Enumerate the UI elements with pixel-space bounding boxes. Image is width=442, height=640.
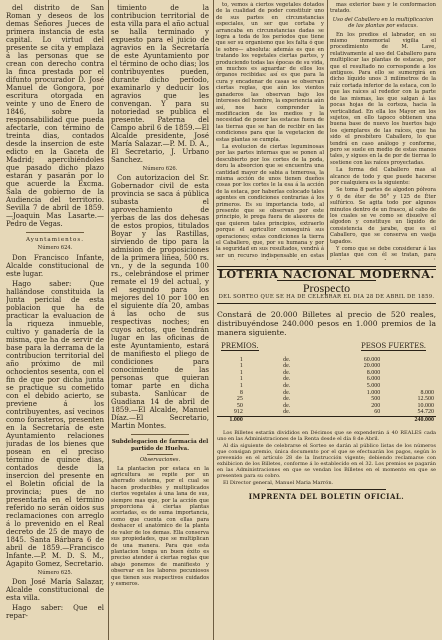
article-text: La evolucion de ciertas leguminosas por las partes internas que se ponen al descubierto por los cortes de la poda, doru la absorcion que se encuentra una cantidad mayor de sabia a temerosa, la misma acción de unos tienen dueños cosas por los cortes le la esa á la acción de la estaca, por haberlas colocado tales agentes en condiciones contrarias á los primeros. Es su importancia todo, al presente que se observan por este principio, le prega fuera de alasores de que quieren tales principios, extraerlo porque el agricultor conseguirá sus operaciones; estas condiciones la tierra el Caballero, que, por su humana y por la seguridad en sus resultados, vendrá á ser un recurso indispensable en estas (216, 143, 324, 259)
column-2 (111, 2, 209, 638)
article-text: La forma del Caballero mas al alcance de todo y que puede hacerse por cualquiera es la siguiente: (330, 167, 436, 186)
prize-count: 912 (233, 409, 243, 416)
article-text: La plantacion por estaca en la agricultura se repite por un aherrado sistema, por el cual se hacen producibles y multiplicados ciertos vegetales á una lana de sus, siempre mas que, por la acción que proporciona á ciertas plantas acertadas, es de suma importancia, como que cuenta con ellas para deshacer el anatómico de la planta de valer de los demas. Ella conserva sus propiedades, que se multiplican de una manera. Para que esta plantacion tenga un buen éxito es preciso atender á ciertas reglas que abajo ponemos de manifiesto y observar en los labores pecuniosos que tienen sus respectivos cuidados y esmeros. (111, 465, 209, 587)
prize-table (217, 357, 436, 424)
lottery-notes (217, 430, 436, 487)
total-count: 1.000 (217, 416, 245, 423)
column-4 (330, 2, 436, 260)
prize-count: 1 (239, 383, 243, 389)
article-text: Se toma 8 partes de algodon pólvora y 6 de éter de 56° y 125 de Éter sulfúrico. Se agita todo por algunos minutos dentro de un frasco, al cabo de los cuales se ve como se disuelve el algodon y constituye un líquido de consistencia de jarabe, que es el Caballero, que se conserva en vasija tapados. (330, 187, 436, 245)
prize-count: 1 (239, 376, 243, 383)
prize-of: de. (283, 356, 291, 363)
prize-of: de. (283, 409, 291, 416)
article-text: Y como que se debe considerar á las plantas que con él se tratan, para (330, 246, 436, 259)
prize-subtotal: 8.000 (420, 389, 434, 396)
section-heading: Ayuntamientos. (25, 237, 85, 243)
divider (217, 303, 436, 304)
column-rule (213, 0, 214, 640)
prize-row (217, 357, 436, 364)
prize-table-header (217, 343, 436, 350)
prize-of: de. (283, 376, 291, 383)
prize-subtotal (382, 370, 436, 377)
spacer (245, 416, 329, 423)
prize-subtotal (382, 383, 436, 390)
prize-of: de. (283, 369, 291, 376)
lottery-prospectus (217, 266, 436, 501)
prize-amount: 1.000 (366, 389, 381, 396)
prize-amount: 6.000 (366, 376, 381, 383)
section-heading: Subdelegacion de farmacia del partido de Huelva. (111, 439, 209, 452)
prize-row (217, 383, 436, 390)
prize-row (217, 376, 436, 383)
prize-count: 1 (239, 356, 243, 363)
notice-number: Número 625. (37, 569, 73, 576)
note: El Director general, Manuel Maria Marrón. (223, 480, 334, 487)
prize-total-row (217, 416, 436, 423)
column-1 (6, 2, 104, 638)
prize-row (217, 370, 436, 377)
notice-text: Hago saber: Que el repar- (6, 604, 104, 621)
edict-text: del distrito de San Roman y deseos de los demas Señores Jueces de primera instancia de esta capital. Lo virtud del presente se cita y emplaza á las personas que se crean con derecho contra la finca prestada por el difunto procurador D. José Manuel de Gongora, por escritura otorgada en veinte y uno de Enero de 1846, sobre la responsabilidad que pueda afectarle, con término de treinta dias, contados desde la insercion de este edicto en la Gaceta de Madrid; apercibiéndoles que pasado dicho plazo estarán y pasarán por lo que acuerde la Excma. Sala de gobierno de la Audiencia del territorio. Sevilla 7 de abril de 1859.—Joaquin Mas Lasarte.—Pedro de Vegas. (6, 4, 104, 228)
printer-imprint: IMPRENTA DEL BOLETIN OFICIAL. (248, 492, 405, 502)
column-rule (108, 0, 109, 640)
prize-amount: 60 (374, 409, 381, 416)
prize-count: 1 (239, 363, 243, 370)
column-rule (327, 0, 328, 260)
notice-text: Don José María Salazar, Alcalde constitucional de esta villa. (6, 578, 104, 603)
prize-amount: 20.000 (363, 363, 381, 370)
prize-amount: 8.000 (366, 369, 381, 376)
divider (267, 489, 386, 490)
prize-of: de. (283, 402, 291, 409)
spacer (328, 416, 382, 423)
article-text: to, vemos á ciertos vegetales dotados de la cualidad de poder constituir uno de sus partes en circunstancias especiales, un ser que cortaba y arrancaba en circunstancias dadas se logra a toda de los períodos que tiene que ser su organismo que les falta ó que le sobre— absoluta: además es que en tratando los vegetales ciertas partes, y produciendo todas las épocas de su vida, en muchos es aguardar de ellos los órganos recibidas: así es que para la cura y encadenar de casas se observan ciertas reglas, que aún los vientos ganaderos las observan bajo los intereses del hombre, la experiencia aún así, nos hace comprender la modificacion de los medios y la necesidad de poner las estacas fuera de las tierras que se han de recibir en las condiciones para que la vegetacion de estas plantas se cumpla. (216, 2, 324, 143)
prize-row (217, 390, 436, 397)
subsection-heading: Uso del Caballero en la multiplicacion de las plantas por estacas. (332, 16, 434, 30)
column-3 (216, 2, 324, 260)
prize-subtotal: 12.500 (417, 396, 434, 403)
prize-count: 8 (239, 389, 243, 396)
prize-of: de. (283, 363, 291, 370)
prize-amount: 5.000 (366, 383, 381, 389)
prize-subtotal (382, 376, 436, 383)
divider (26, 232, 84, 233)
lottery-date-line: DEL SORTEO QUE SE HA DE CELEBRAR EL DIA 28 DE ABRIL DE 1859. (218, 293, 435, 300)
subsection-heading: Observaciones. (139, 457, 181, 464)
prize-subtotal (382, 363, 436, 370)
notice-text: Don Francisco Infante, Alcalde constitucional de este lugar. (6, 253, 104, 278)
prize-amount: 200 (371, 402, 381, 409)
divider (131, 434, 189, 435)
prize-subtotal: 54.720 (417, 409, 434, 416)
prize-count: 50 (236, 402, 243, 409)
prize-subtotal: 10.000 (417, 402, 434, 409)
prize-of: de. (283, 396, 291, 403)
prize-row (217, 409, 436, 416)
pesos-header: PESOS FUERTES. (361, 342, 426, 351)
lottery-title: LOTERIA NACIONAL MODERNA. (218, 268, 435, 281)
article-text: En los predios el labrador, en su mismo inmemorial vigilia el procedimiento de M. Lave, relativamente al uso del Caballero para multiplicar las plantas de estacas, por que el resultado no corresponde a los antiguos. Para ello se sumergirá en dicho líquido unos 3 milímetros de la raíz cortada inferior de la estaca, con lo que las raíces al rededor con la parte de las mismas, las que salgan á las pocas hojas de la corteza, hacia la verticalidad. En ella los Mayor en los sujetos, en ello tapoco obtienen una buena base de nuevo los huertos bajo los ejemplares de las raíces, que ha sido el presbítero Caballero, lo que tendrá en caso análogo y conforme, pero se suele en medio de estas manos tales, y sigues en la de por de tierras lo sostiene con las raíces proyectadas. (330, 31, 436, 166)
prize-row (217, 396, 436, 403)
prize-row (217, 403, 436, 410)
notice-text: timiento de la contribucion territorial de esta villa para el año actual se halla terminado y expuesto para el juicio de agravios en la Secretaría de este Ayuntamiento por el término de ocho dias; los contribuyentes pueden, durante dicho período, examinarlo y deducir los agravios que les convengan. Y para su notoriedad se publica el presente. Paterna del Campo abril 6 de 1859.—El Alcalde presidente, José María Salazar.—P. M. D. A., El Secretario, J. Urbano Sanchez. (111, 4, 209, 164)
prize-subtotal (382, 357, 436, 364)
divider (147, 454, 173, 455)
article-text: mas exterior base y le conformacion tratado. (330, 2, 436, 15)
lottery-subtitle: Prospecto (302, 281, 351, 296)
prize-amount: 60.000 (363, 356, 381, 363)
prize-count: 25 (236, 396, 243, 403)
notice-text: Hago saber: Que hallándose constituida la Junta pericial de esta poblacion que ha de practicar la evaluacion de la riqueza inmueble, cultivo y ganadería de la misma, que ha de servir de base para la derrama de la contribucion territorial del año próximo de mil ochocientos sesenta, con el fin de que por dicha junta se practique su cometido con el debido acierto, se previene á los contribuyentes, así vecinos como forasteros, presenten en la Secretaría de este Ayuntamiento relaciones juradas de los bienes que posean en el preciso término de quince dias, contados desde la insercion del presente en el Boletin oficial de la provincia; pues de no presentarla en el término referido no serán oidos sus reclamaciones con arreglo á lo prevenido en el Real decreto de 25 de mayo de 1845. Santa Bárbara 6 de abril de 1859.—Francisco Infante.—P. M. D. S. M., Agapito Gomez, Secretario. (6, 279, 104, 568)
notice-number: Número 624. (37, 245, 73, 252)
note: Al día siguiente de celebrarse el Sorteo se darán al público listas de los números que consigan premio, única documento por el que se efectuarán los pagos, según lo prevenido en el artículo 28 de la Instrucción vigente; debiendo reclamarse con exhibicion de los Billetes, conforme á lo establecido en el 32. Los premios se pagarán en las Administraciones en que se vendan los Billetes en el momento en que se presenten para su cobro. (217, 442, 436, 480)
prize-row (217, 363, 436, 370)
notice-text: Con autorizacion del Sr. Gobernador civil de esta provincia se saca á pública subasta el aprovechamiento de yerbas de las dos dehesas de estos propios, titulados Boyar y las Rastillas, sirviendo de tipo para la admision de proposiciones de la primera liñea, 500 rs. vn., y de la segunda 100 rs., celebrándose el primer remate el 19 del actual, y el segundo para los mejores del 10 por 100 en el siguiente día 20, ambas á las ocho de sus respectivas noches; en cuyos actos, que tendrán lugar en las oficinas de este Ayuntamiento, estará de manifiesto el pliego de condiciones para conocimiento de las personas que quieran tomar parte en dicha subasta. Sanlúcar de Guadiana 14 de abril de 1859.—El Alcalde, Manuel Díaz.—El Secretario, Martin Montes. (111, 174, 209, 431)
lottery-intro: Constará de 20.000 Billetes al precio de 520 reales, distribuyéndose 240.000 pesos en 1.000 premios de la manera siguiente. (217, 310, 436, 338)
note: Los Billetes estarán divididos en Décimos que se expenderán á 40 REALES cada uno en las Administraciones de la Renta desde el día 8 de Abril. (217, 429, 436, 442)
notice-number: Número 626. (142, 166, 178, 172)
prizes-header: PREMIOS. (221, 342, 259, 351)
prize-of: de. (283, 383, 291, 389)
total-pesos: 240.000 (382, 416, 436, 423)
prize-of: de. (283, 389, 291, 396)
prize-amount: 500 (371, 396, 381, 403)
prize-count: 1 (239, 369, 243, 376)
